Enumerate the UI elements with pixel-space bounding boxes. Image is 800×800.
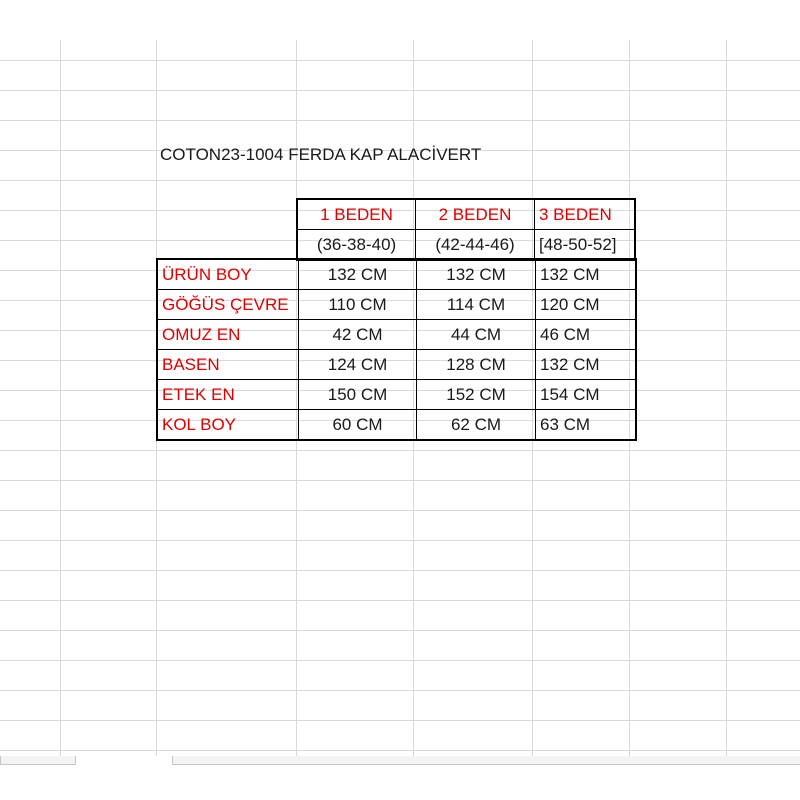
value-cell[interactable]: 154 CM bbox=[536, 380, 637, 410]
value-cell[interactable]: 110 CM bbox=[299, 290, 417, 320]
gridline bbox=[0, 660, 800, 661]
gridline bbox=[0, 570, 800, 571]
gridline bbox=[0, 120, 800, 121]
sheet-tab-bar bbox=[0, 756, 800, 800]
gridline bbox=[0, 450, 800, 451]
header-cell-3[interactable]: 3 BEDEN bbox=[539, 205, 612, 224]
value-cell[interactable]: 152 CM bbox=[417, 380, 536, 410]
table-row bbox=[157, 410, 636, 441]
size-range-cell-3[interactable]: [48-50-52] bbox=[535, 230, 636, 261]
header-cell-2[interactable]: 2 BEDEN bbox=[416, 199, 535, 230]
gridline bbox=[0, 720, 800, 721]
table-row bbox=[157, 290, 636, 320]
header-cell-1[interactable]: 1 BEDEN bbox=[297, 199, 416, 230]
value-cell[interactable]: 132 CM bbox=[417, 259, 536, 290]
row-label-cell[interactable]: GÖĞÜS ÇEVRE bbox=[157, 290, 299, 320]
value-cell[interactable]: 60 CM bbox=[299, 410, 417, 441]
table-row bbox=[157, 380, 636, 410]
size-range-cell-2[interactable]: (42-44-46) bbox=[416, 230, 535, 261]
value-cell[interactable]: 44 CM bbox=[417, 320, 536, 350]
table-row bbox=[157, 320, 636, 350]
size-header-table bbox=[296, 198, 636, 261]
gridline bbox=[0, 750, 800, 751]
value-cell[interactable]: 120 CM bbox=[536, 290, 637, 320]
row-label-cell[interactable]: ETEK EN bbox=[157, 380, 299, 410]
value-cell[interactable]: 132 CM bbox=[540, 265, 600, 284]
row-label-cell[interactable]: BASEN bbox=[157, 350, 299, 380]
gridline bbox=[0, 60, 800, 61]
sheet-tab[interactable] bbox=[0, 756, 76, 765]
horizontal-scrollbar[interactable] bbox=[172, 756, 800, 765]
value-cell[interactable]: 46 CM bbox=[536, 320, 637, 350]
value-cell[interactable]: 114 CM bbox=[417, 290, 536, 320]
value-cell[interactable]: 63 CM bbox=[536, 410, 637, 441]
gridline bbox=[0, 630, 800, 631]
gridline bbox=[0, 540, 800, 541]
value-cell[interactable]: 124 CM bbox=[299, 350, 417, 380]
gridline bbox=[0, 510, 800, 511]
value-cell[interactable]: 42 CM bbox=[299, 320, 417, 350]
size-range-cell-1[interactable]: (36-38-40) bbox=[297, 230, 416, 261]
value-cell[interactable]: 128 CM bbox=[417, 350, 536, 380]
table-row bbox=[157, 259, 636, 290]
row-label-cell[interactable]: KOL BOY bbox=[157, 410, 299, 441]
value-cell[interactable]: 62 CM bbox=[417, 410, 536, 441]
gridline bbox=[726, 40, 727, 756]
sheet-title-cell[interactable]: COTON23-1004 FERDA KAP ALACİVERT bbox=[160, 145, 482, 164]
value-cell[interactable]: 132 CM bbox=[299, 259, 417, 290]
row-label-cell[interactable]: OMUZ EN bbox=[157, 320, 299, 350]
measurement-table bbox=[156, 258, 637, 441]
gridline bbox=[0, 180, 800, 181]
row-label-cell[interactable]: ÜRÜN BOY bbox=[157, 259, 299, 290]
gridline bbox=[0, 690, 800, 691]
gridline bbox=[60, 40, 61, 756]
value-cell[interactable]: 150 CM bbox=[299, 380, 417, 410]
gridline bbox=[0, 600, 800, 601]
gridline bbox=[0, 480, 800, 481]
spreadsheet-grid[interactable] bbox=[0, 40, 800, 756]
table-row bbox=[157, 350, 636, 380]
value-cell[interactable]: 132 CM bbox=[536, 350, 637, 380]
gridline bbox=[0, 90, 800, 91]
